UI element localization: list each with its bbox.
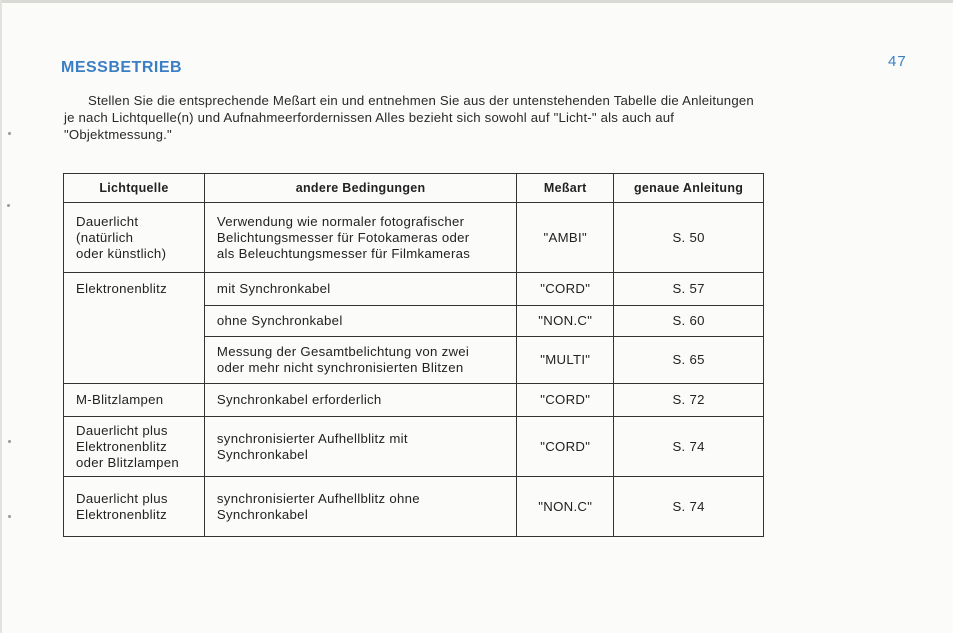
cell-anleitung: S. 60 [614,306,764,337]
cell-anleitung: S. 65 [614,337,764,384]
cell-bedingungen: Synchronkabel erforderlich [204,384,516,417]
cell-bedingungen: ohne Synchronkabel [204,306,516,337]
cell-anleitung: S. 74 [614,417,764,477]
scan-dot [7,204,10,207]
cell-lichtquelle: Dauerlicht (natürlich oder künstlich) [64,203,205,273]
cell-bedingungen: mit Synchronkabel [204,273,516,306]
scan-dot [8,515,11,518]
cell-bedingungen: Verwendung wie normaler fotografischer Belichtungsmesser für Fotokameras oder als Beleuchtungsmesser für Filmkameras [204,203,516,273]
cell-messart: "NON.C" [517,477,614,537]
cell-anleitung: S. 50 [614,203,764,273]
cell-anleitung: S. 74 [614,477,764,537]
intro-paragraph [64,92,764,143]
page-number: 47 [888,53,907,70]
cell-messart: "AMBI" [517,203,614,273]
cell-messart: "CORD" [517,417,614,477]
table-row [64,273,764,306]
metering-mode-table [63,173,764,537]
table-header-row [64,174,764,203]
cell-lichtquelle: Dauerlicht plus Elektronenblitz oder Blitzlampen [64,417,205,477]
page-edge-top [0,0,953,3]
scan-dot [8,132,11,135]
header-lichtquelle: Lichtquelle [64,174,205,203]
cell-messart: "CORD" [517,273,614,306]
header-anleitung: genaue Anleitung [614,174,764,203]
cell-bedingungen: Messung der Gesamtbelichtung von zwei oder mehr nicht synchronisierten Blitzen [204,337,516,384]
table-body [64,203,764,537]
table-row [64,477,764,537]
table-row [64,203,764,273]
header-bedingungen: andere Bedingungen [204,174,516,203]
header-messart: Meßart [517,174,614,203]
page-edge-left [0,0,2,633]
table-row [64,417,764,477]
cell-lichtquelle: M-Blitzlampen [64,384,205,417]
cell-messart: "MULTI" [517,337,614,384]
page-title: MESSBETRIEB [61,59,183,76]
cell-messart: "CORD" [517,384,614,417]
table-row [64,384,764,417]
cell-bedingungen: synchronisierter Aufhellblitz mit Synchronkabel [204,417,516,477]
intro-text: Stellen Sie die entsprechende Meßart ein und entnehmen Sie aus der untenstehenden Tabelle die Anleitungen je nach Lichtquelle(n) und Aufnahmeerfordernissen Alles bezieht sich sowohl auf "Licht-" als auch auf "Objektmessung." [64,93,754,142]
cell-anleitung: S. 57 [614,273,764,306]
cell-messart: "NON.C" [517,306,614,337]
cell-lichtquelle: Elektronenblitz [64,273,205,384]
scan-dot [8,440,11,443]
cell-lichtquelle: Dauerlicht plus Elektronenblitz [64,477,205,537]
cell-bedingungen: synchronisierter Aufhellblitz ohne Synchronkabel [204,477,516,537]
cell-anleitung: S. 72 [614,384,764,417]
